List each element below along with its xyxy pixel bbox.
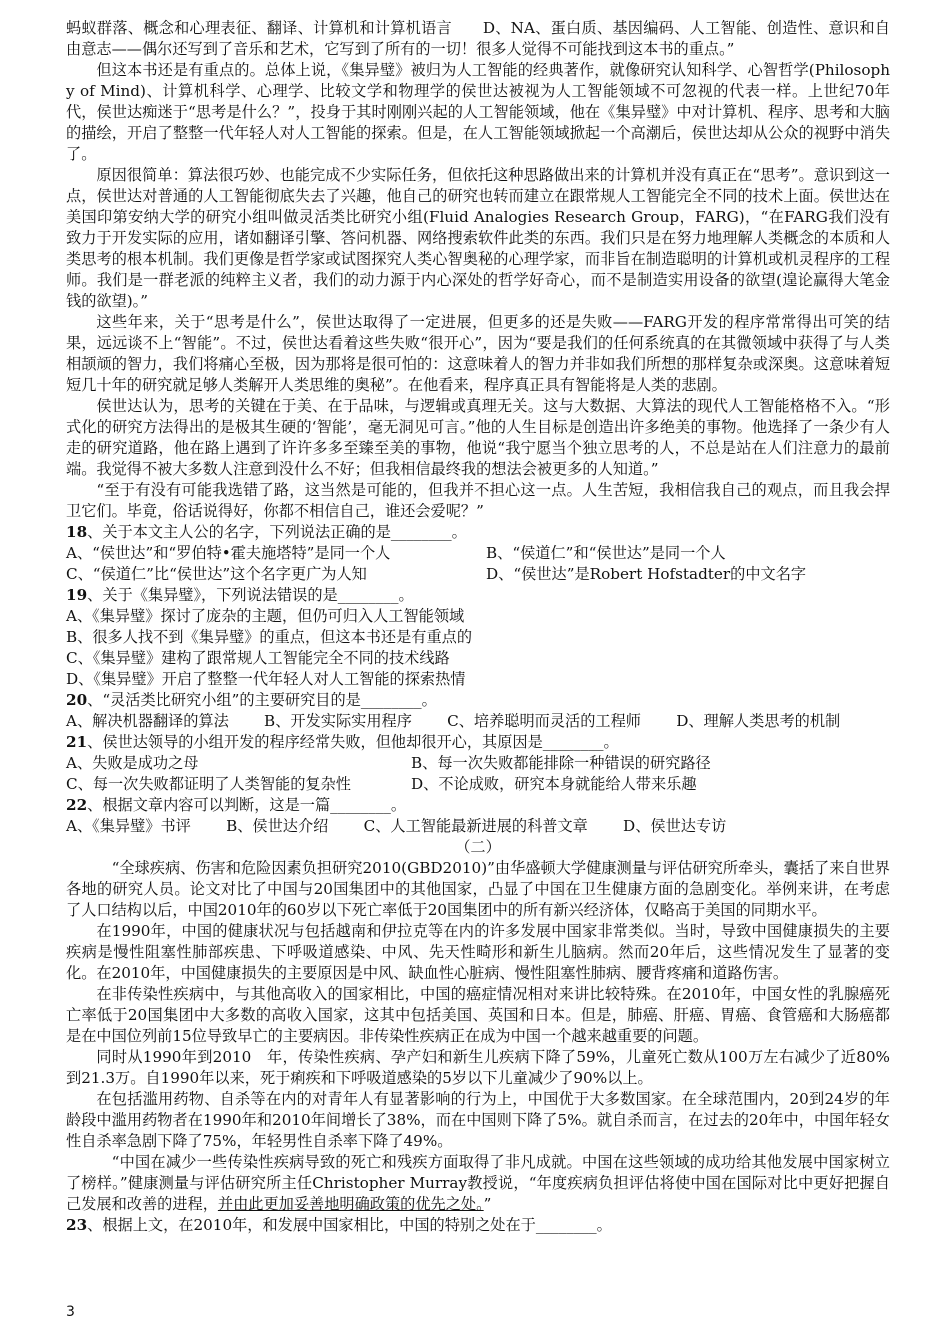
page-number: 3 bbox=[66, 1304, 75, 1320]
paragraph: 同时从1990年到2010 年，传染性疾病、孕产妇和新生儿疾病下降了59%，儿童死亡数从100万左右减少了近80%到21.3万。自1990年以来，死于痢疾和下呼吸道感染的5岁以下儿童减少了90%以上。 bbox=[66, 1048, 890, 1087]
paragraph-text: “中国在减少一些传染性疾病导致的死亡和残疾方面取得了非凡成就。中国在这些领域的成功给其他发展中国家树立了榜样。”健康测量与评估研究所主任Christopher Murray教授说，“年度疾病负担评估将使中国在国际对比中更好把握自己发展和改善的进程， bbox=[66, 1153, 890, 1213]
question-18 bbox=[66, 522, 890, 543]
question-stem: 、根据文章内容可以判断，这是一篇________。 bbox=[87, 796, 407, 814]
option-a: A、“侯世达”和“罗伯特•霍夫施塔特”是同一个人 bbox=[66, 544, 391, 562]
option-b: B、每一次失败都能排除一种错误的研究路径 bbox=[411, 754, 711, 772]
option-a: A、失败是成功之母 bbox=[66, 754, 199, 772]
option-a: A、解决机器翻译的算法 bbox=[66, 712, 229, 730]
option-b: B、开发实际实用程序 bbox=[264, 712, 412, 730]
option-b: B、“侯道仁”和“侯世达”是同一个人 bbox=[486, 544, 726, 562]
question-stem: 、侯世达领导的小组开发的程序经常失败，但他却很开心，其原因是________。 bbox=[87, 733, 619, 751]
section-heading: （二） bbox=[455, 838, 501, 856]
question-21 bbox=[66, 732, 890, 753]
options-row bbox=[66, 753, 890, 774]
option-a: A、《集异璧》探讨了庞杂的主题，但仍可归入人工智能领域 bbox=[66, 607, 465, 625]
question-number: 22 bbox=[66, 796, 88, 814]
paragraph: 这些年来，关于“思考是什么”，侯世达取得了一定进展，但更多的还是失败——FARG开发的程序常常得出可笑的结果，远远谈不上“智能”。不过，侯世达看着这些失败“很开心”，因为“要是我们的任何系统真的在其微领域中获得了与人类相颉颃的智力，我们将痛心至极，因为那将是很可怕的：这意味着人的智力并非如我们所想的那样复杂或深奥。这意味着短短几十年的研究就足够人类解开人类思维的奥秘”。在他看来，程序真正具有智能将是人类的悲剧。 bbox=[66, 313, 890, 394]
option-d: D、“侯世达”是Robert Hofstadter的中文名字 bbox=[486, 565, 807, 583]
underlined-text: 并由此更加妥善地明确政策的优先之处。 bbox=[217, 1195, 484, 1213]
option-c: C、“侯道仁”比“侯世达”这个名字更广为人知 bbox=[66, 565, 367, 583]
options-row bbox=[66, 564, 890, 585]
options-row bbox=[66, 543, 890, 564]
option-b: B、很多人找不到《集异璧》的重点，但这本书还是有重点的 bbox=[66, 628, 473, 646]
question-stem: 、根据上文，在2010年，和发展中国家相比，中国的特别之处在于________。 bbox=[87, 1216, 612, 1234]
question-20 bbox=[66, 690, 890, 711]
question-19 bbox=[66, 585, 890, 606]
options-line bbox=[66, 816, 890, 837]
option-d: D、理解人类思考的机制 bbox=[676, 712, 841, 730]
paragraph: 原因很简单：算法很巧妙、也能完成不少实际任务，但依托这种思路做出来的计算机并没有真正在“思考”。意识到这一点，侯世达对普通的人工智能彻底失去了兴趣，他自己的研究也转而建立在跟常规人工智能完全不同的技术上面。侯世达在美国印第安纳大学的研究小组叫做灵活类比研究小组(Fluid Analogies Research Group，FARG)，“在FARG我们没有致力于开发实际的应用，诸如翻译引擎、答问机器、网络搜索软件此类的东西。我们只是在努力地理解人类概念的本质和人类思考的根本机制。我们更像是哲学家或试图探究人类心智奥秘的心理学家，而非旨在制造聪明的计算机或机灵程序的工程师。我们是一群老派的纯粹主义者，我们的动力源于内心深处的哲学好奇心，而不是制造实用设备的欲望(遑论赢得大笔金钱的欲望)。” bbox=[66, 166, 890, 310]
option-b: B、侯世达介绍 bbox=[226, 817, 329, 835]
paragraph: 蚂蚁群落、概念和心理表征、翻译、计算机和计算机语言 D、NA、蛋白质、基因编码、人工智能、创造性、意识和自由意志——偶尔还写到了音乐和艺术，它写到了所有的一切！很多人觉得不可能找到这本书的重点。” bbox=[66, 19, 890, 58]
question-number: 20 bbox=[66, 691, 88, 709]
paragraph: 在1990年，中国的健康状况与包括越南和伊拉克等在内的许多发展中国家非常类似。当时，导致中国健康损失的主要疾病是慢性阻塞性肺部疾患、下呼吸道感染、中风、先天性畸形和新生儿脑病。然而20年后，这些情况发生了显著的变化。在2010年，中国健康损失的主要原因是中风、缺血性心脏病、慢性阻塞性肺病、腰背疼痛和道路伤害。 bbox=[66, 922, 890, 982]
options-row bbox=[66, 774, 890, 795]
paragraph-text: ” bbox=[483, 1195, 492, 1213]
option-c: C、人工智能最新进展的科普文章 bbox=[363, 817, 588, 835]
option-c: C、每一次失败都证明了人类智能的复杂性 bbox=[66, 775, 351, 793]
options-line bbox=[66, 711, 890, 732]
paragraph bbox=[66, 1152, 890, 1215]
paragraph: 侯世达认为，思考的关键在于美、在于品味，与逻辑或真理无关。这与大数据、大算法的现代人工智能格格不入。“形式化的研究方法得出的是极其生硬的‘智能’，毫无洞见可言。”他的人生目标是创造出许多绝美的事物。他选择了一条少有人走的研究道路，他在路上遇到了许许多多至臻至美的事物，他说“我宁愿当个独立思考的人，不总是站在人们注意力的最前端。我觉得不被大多数人注意到没什么不好；但我相信最终我的想法会被更多的人知道。” bbox=[66, 397, 890, 478]
question-23 bbox=[66, 1215, 890, 1236]
question-number: 23 bbox=[66, 1216, 88, 1234]
question-stem: 、关于本文主人公的名字，下列说法正确的是________。 bbox=[87, 523, 467, 541]
paragraph: “至于有没有可能我选错了路，这当然是可能的，但我并不担心这一点。人生苦短，我相信我自己的观点，而且我会捍卫它们。毕竟，俗话说得好，你都不相信自己，谁还会爱呢？” bbox=[66, 481, 890, 520]
question-stem: 、“灵活类比研究小组”的主要研究目的是________。 bbox=[87, 691, 437, 709]
option-d: D、不论成败，研究本身就能给人带来乐趣 bbox=[411, 775, 697, 793]
option-d: D、侯世达专访 bbox=[623, 817, 727, 835]
question-number: 21 bbox=[66, 733, 88, 751]
paragraph: “全球疾病、伤害和危险因素负担研究2010(GBD2010)”由华盛顿大学健康测量与评估研究所牵头，囊括了来自世界各地的研究人员。论文对比了中国与20国集团中的其他国家，凸显了中国在卫生健康方面的急剧变化。举例来讲，在考虑了人口结构以后，中国2010年的60岁以下死亡率低于20国集团中的所有新兴经济体，仅略高于美国的同期水平。 bbox=[66, 859, 890, 919]
question-number: 18 bbox=[66, 523, 88, 541]
question-number: 19 bbox=[66, 586, 88, 604]
paragraph: 在包括滥用药物、自杀等在内的对青年人有显著影响的行为上，中国优于大多数国家。在全球范围内，20到24岁的年龄段中滥用药物者在1990年和2010年间增长了38%，而在中国则下降了5%。就自杀而言，在过去的20年中，中国年轻女性自杀率急剧下降了75%，年轻男性自杀率下降了49%。 bbox=[66, 1090, 890, 1150]
paragraph: 在非传染性疾病中，与其他高收入的国家相比，中国的癌症情况相对来讲比较特殊。在2010年，中国女性的乳腺癌死亡率低于20国集团中大多数的高收入国家，这其中包括美国、英国和日本。但是，肺癌、肝癌、胃癌、食管癌和大肠癌都是在中国位列前15位导致早亡的主要病因。非传染性疾病正在成为中国一个越来越重要的问题。 bbox=[66, 985, 890, 1045]
question-22 bbox=[66, 795, 890, 816]
option-a: A、《集异璧》书评 bbox=[66, 817, 191, 835]
option-c: C、培养聪明而灵活的工程师 bbox=[447, 712, 641, 730]
document-page bbox=[66, 18, 890, 1236]
option-c: C、《集异璧》建构了跟常规人工智能完全不同的技术线路 bbox=[66, 649, 450, 667]
option-d: D、《集异璧》开启了整整一代年轻人对人工智能的探索热情 bbox=[66, 670, 466, 688]
question-stem: 、关于《集异璧》，下列说法错误的是________。 bbox=[87, 586, 414, 604]
paragraph: 但这本书还是有重点的。总体上说，《集异璧》被归为人工智能的经典著作，就像研究认知科学、心智哲学(Philosophy of Mind)、计算机科学、心理学、比较文学和物理学的侯世达被视为人工智能领域不可忽视的代表一样。上世纪70年代，侯世达痴迷于“思考是什么？”，投身于其时刚刚兴起的人工智能领域，他在《集异璧》中对计算机、程序、思考和大脑的描绘，开启了整整一代年轻人对人工智能的探索。但是，在人工智能领域掀起一个高潮后，侯世达却从公众的视野中消失了。 bbox=[66, 61, 890, 163]
